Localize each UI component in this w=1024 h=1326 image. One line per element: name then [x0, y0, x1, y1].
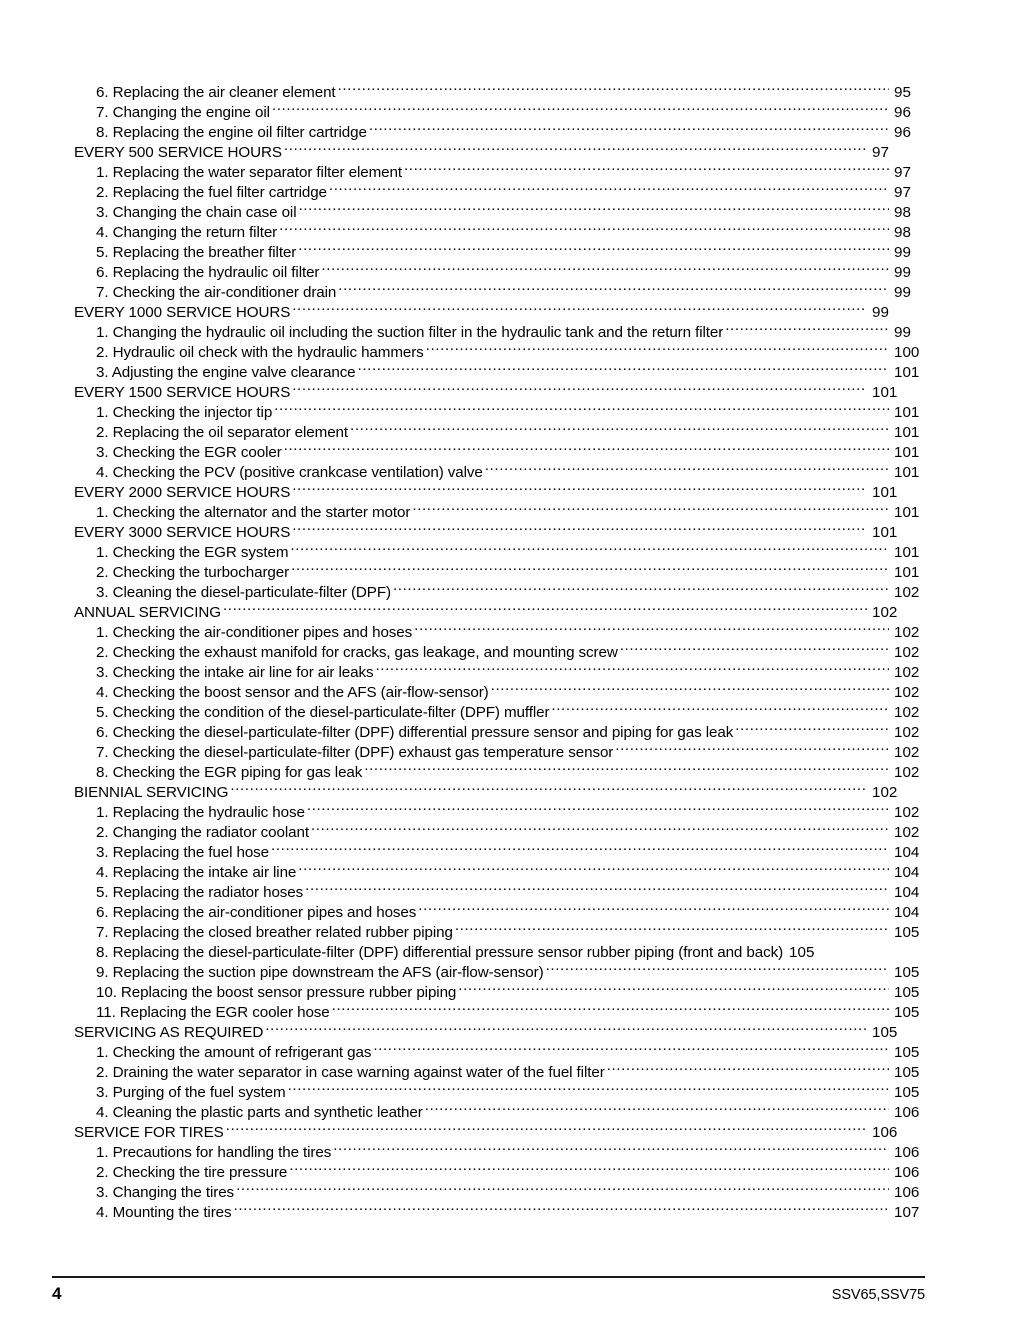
- toc-entry-label: 6. Checking the diesel-particulate-filter (DPF) differential pressure sensor and piping for gas leak: [96, 724, 734, 742]
- toc-entry-page-number: 102: [872, 604, 898, 622]
- toc-entry-label: 3. Changing the chain case oil: [96, 204, 297, 222]
- toc-entry[interactable]: [74, 842, 936, 862]
- toc-entry[interactable]: [74, 1142, 936, 1162]
- toc-entry-page-number: 102: [894, 624, 920, 642]
- toc-entry-page-number: 105: [872, 1024, 898, 1042]
- toc-entry[interactable]: [74, 562, 936, 582]
- toc-entry[interactable]: [74, 402, 936, 422]
- toc-entry-page-number: 102: [894, 744, 920, 762]
- toc-dot-leader: [329, 182, 889, 197]
- toc-entry-page-number: 101: [894, 364, 920, 382]
- toc-dot-leader: [491, 682, 889, 697]
- toc-entry-page-number: 102: [894, 724, 920, 742]
- toc-dot-leader: [265, 1022, 867, 1037]
- toc-entry[interactable]: [74, 502, 936, 522]
- toc-entry-label: 1. Checking the injector tip: [96, 404, 273, 422]
- toc-entry[interactable]: [74, 322, 936, 342]
- toc-entry-label: 1. Checking the alternator and the starter motor: [96, 504, 411, 522]
- toc-entry-label: 1. Changing the hydraulic oil including the suction filter in the hydraulic tank and the return filter: [96, 324, 724, 342]
- toc-entry[interactable]: [74, 742, 936, 762]
- toc-dot-leader: [404, 162, 889, 177]
- toc-entry[interactable]: [74, 242, 936, 262]
- toc-entry-label: 2. Checking the tire pressure: [96, 1164, 288, 1182]
- toc-entry[interactable]: [74, 642, 936, 662]
- toc-entry[interactable]: [74, 1182, 936, 1202]
- toc-dot-leader: [485, 462, 889, 477]
- toc-entry-label: 3. Checking the EGR cooler: [96, 444, 282, 462]
- toc-entry-page-number: 98: [894, 204, 911, 222]
- toc-dot-leader: [298, 202, 889, 217]
- toc-dot-leader: [292, 482, 867, 497]
- toc-entry-label: 3. Adjusting the engine valve clearance: [96, 364, 356, 382]
- toc-entry-page-number: 105: [894, 1044, 920, 1062]
- toc-entry[interactable]: [74, 1062, 936, 1082]
- toc-entry-label: 5. Replacing the breather filter: [96, 244, 297, 262]
- toc-entry-page-number: 106: [872, 1124, 898, 1142]
- toc-dot-leader: [288, 1082, 889, 1097]
- toc-entry-page-number: 101: [894, 504, 920, 522]
- toc-entry-page-number: 97: [894, 184, 911, 202]
- toc-entry-page-number: 105: [894, 1084, 920, 1102]
- footer-model-designation: SSV65,SSV75: [831, 1287, 925, 1303]
- toc-section-heading[interactable]: [74, 1022, 914, 1042]
- toc-entry[interactable]: [74, 822, 936, 842]
- toc-entry-page-number: 107: [894, 1204, 920, 1222]
- toc-dot-leader: [230, 782, 867, 797]
- toc-entry-page-number: 101: [894, 424, 920, 442]
- toc-entry-label: 5. Checking the condition of the diesel-particulate-filter (DPF) muffler: [96, 704, 550, 722]
- toc-entry[interactable]: [74, 442, 936, 462]
- toc-entry-page-number: 105: [894, 1064, 920, 1082]
- toc-section-heading[interactable]: [74, 522, 914, 542]
- toc-entry-page-number: 99: [894, 284, 911, 302]
- toc-entry[interactable]: [74, 202, 936, 222]
- toc-entry[interactable]: [74, 762, 936, 782]
- toc-entry[interactable]: [74, 222, 936, 242]
- toc-entry-label: SERVICING AS REQUIRED: [74, 1024, 264, 1042]
- toc-entry-page-number: 101: [894, 464, 920, 482]
- toc-entry[interactable]: [74, 542, 936, 562]
- toc-dot-leader: [358, 362, 889, 377]
- toc-entry-page-number: 101: [872, 384, 898, 402]
- toc-entry-label: 4. Checking the boost sensor and the AFS (air-flow-sensor): [96, 684, 489, 702]
- toc-dot-leader: [271, 842, 889, 857]
- toc-entry-page-number: 106: [894, 1144, 920, 1162]
- toc-dot-leader: [321, 262, 889, 277]
- toc-entry-label: EVERY 1000 SERVICE HOURS: [74, 304, 291, 322]
- toc-entry-label: 7. Checking the air-conditioner drain: [96, 284, 337, 302]
- toc-entry-label: 6. Replacing the hydraulic oil filter: [96, 264, 320, 282]
- toc-entry-label: 4. Mounting the tires: [96, 1204, 232, 1222]
- toc-entry[interactable]: [74, 162, 936, 182]
- toc-dot-leader: [425, 1102, 889, 1117]
- toc-dot-leader: [290, 542, 889, 557]
- toc-entry[interactable]: [74, 682, 936, 702]
- toc-section-heading[interactable]: [74, 302, 914, 322]
- toc-entry-page-number: 101: [894, 444, 920, 462]
- toc-dot-leader: [236, 1182, 889, 1197]
- toc-entry-page-number: 106: [894, 1164, 920, 1182]
- toc-dot-leader: [364, 762, 889, 777]
- toc-dot-leader: [426, 342, 889, 357]
- toc-dot-leader: [289, 1162, 889, 1177]
- toc-entry-label: 2. Replacing the oil separator element: [96, 424, 349, 442]
- toc-entry-page-number: 99: [894, 324, 911, 342]
- toc-entry-label: 3. Purging of the fuel system: [96, 1084, 286, 1102]
- toc-entry-page-number: 97: [894, 164, 911, 182]
- toc-entry-page-number: 105: [894, 924, 920, 942]
- toc-dot-leader: [735, 722, 889, 737]
- toc-entry[interactable]: [74, 982, 936, 1002]
- toc-entry[interactable]: [74, 1082, 936, 1102]
- toc-entry[interactable]: [74, 922, 936, 942]
- toc-entry-label: 3. Changing the tires: [96, 1184, 235, 1202]
- toc-dot-leader: [338, 282, 889, 297]
- toc-entry[interactable]: [74, 902, 936, 922]
- toc-entry-page-number: 99: [894, 264, 911, 282]
- toc-dot-leader: [292, 382, 867, 397]
- toc-dot-leader: [292, 522, 867, 537]
- toc-entry-page-number: 99: [894, 244, 911, 262]
- footer-page-number: 4: [52, 1284, 62, 1303]
- toc-entry-label: 3. Cleaning the diesel-particulate-filter (DPF): [96, 584, 391, 602]
- toc-entry-page-number: 102: [894, 684, 920, 702]
- toc-entry-page-number: 102: [894, 664, 920, 682]
- toc-dot-leader: [412, 502, 889, 517]
- toc-dot-leader: [272, 102, 889, 117]
- toc-dot-leader: [350, 422, 889, 437]
- toc-entry-page-number: 102: [894, 824, 920, 842]
- toc-entry-label: 7. Checking the diesel-particulate-filter (DPF) exhaust gas temperature sensor: [96, 744, 614, 762]
- toc-entry-page-number: 101: [872, 524, 898, 542]
- page-footer: [52, 1276, 925, 1305]
- toc-entry-label: SERVICE FOR TIRES: [74, 1124, 224, 1142]
- toc-entry-label: ANNUAL SERVICING: [74, 604, 221, 622]
- toc-entry-page-number: 99: [872, 304, 889, 322]
- toc-entry-label: 3. Replacing the fuel hose: [96, 844, 270, 862]
- toc-entry[interactable]: [74, 462, 936, 482]
- table-of-contents-list: [74, 82, 920, 1222]
- toc-entry-page-number: 104: [894, 844, 920, 862]
- toc-dot-leader: [284, 442, 889, 457]
- toc-entry[interactable]: [74, 182, 936, 202]
- toc-entry-label: 4. Checking the PCV (positive crankcase ventilation) valve: [96, 464, 483, 482]
- toc-dot-leader: [298, 862, 889, 877]
- toc-section-heading[interactable]: [74, 602, 914, 622]
- toc-section-heading[interactable]: [74, 782, 914, 802]
- toc-dot-leader: [307, 802, 889, 817]
- toc-entry[interactable]: [74, 722, 936, 742]
- toc-dot-leader: [373, 1042, 889, 1057]
- toc-entry-page-number: 105: [894, 1004, 920, 1022]
- toc-entry-page-number: 96: [894, 104, 911, 122]
- toc-entry[interactable]: [74, 82, 936, 102]
- toc-entry-label: 8. Replacing the diesel-particulate-filter (DPF) differential pressure sensor rubber piping (front and back): [96, 944, 784, 962]
- toc-entry-label: 7. Changing the engine oil: [96, 104, 270, 122]
- toc-entry-label: 1. Checking the air-conditioner pipes and hoses: [96, 624, 413, 642]
- toc-entry-label: 1. Replacing the hydraulic hose: [96, 804, 305, 822]
- toc-entry[interactable]: [74, 422, 936, 442]
- toc-entry-page-number: 104: [894, 904, 920, 922]
- toc-entry-label: 2. Checking the turbocharger: [96, 564, 290, 582]
- toc-entry-label: 8. Checking the EGR piping for gas leak: [96, 764, 363, 782]
- toc-section-heading[interactable]: [74, 1122, 914, 1142]
- toc-entry-page-number: 98: [894, 224, 911, 242]
- toc-entry-page-number: 105: [894, 964, 920, 982]
- toc-entry[interactable]: [74, 262, 936, 282]
- toc-entry-label: 11. Replacing the EGR cooler hose: [96, 1004, 330, 1022]
- toc-dot-leader: [455, 922, 889, 937]
- toc-entry[interactable]: [74, 1042, 936, 1062]
- toc-dot-leader: [333, 1142, 889, 1157]
- toc-entry-page-number: 105: [789, 944, 815, 962]
- toc-dot-leader: [546, 962, 889, 977]
- toc-entry[interactable]: [74, 342, 936, 362]
- toc-entry-label: EVERY 2000 SERVICE HOURS: [74, 484, 291, 502]
- toc-entry-page-number: 102: [894, 764, 920, 782]
- toc-entry-page-number: 101: [872, 484, 898, 502]
- toc-entry-page-number: 104: [894, 884, 920, 902]
- toc-entry[interactable]: [74, 362, 936, 382]
- toc-entry-page-number: 97: [872, 144, 889, 162]
- toc-entry-label: 10. Replacing the boost sensor pressure rubber piping: [96, 984, 457, 1002]
- toc-entry[interactable]: [74, 702, 936, 722]
- toc-entry-label: 6. Replacing the air cleaner element: [96, 84, 336, 102]
- toc-entry[interactable]: [74, 962, 936, 982]
- toc-dot-leader: [226, 1122, 867, 1137]
- toc-dot-leader: [725, 322, 889, 337]
- toc-dot-leader: [607, 1062, 889, 1077]
- toc-entry[interactable]: [74, 662, 936, 682]
- toc-dot-leader: [369, 122, 889, 137]
- toc-section-heading[interactable]: [74, 142, 914, 162]
- toc-dot-leader: [375, 662, 889, 677]
- toc-entry-page-number: 101: [894, 564, 920, 582]
- toc-entry-label: 6. Replacing the air-conditioner pipes and hoses: [96, 904, 417, 922]
- toc-section-heading[interactable]: [74, 382, 914, 402]
- toc-dot-leader: [291, 562, 889, 577]
- toc-entry[interactable]: [74, 282, 936, 302]
- toc-dot-leader: [284, 142, 867, 157]
- toc-dot-leader: [274, 402, 889, 417]
- toc-entry[interactable]: [74, 1102, 936, 1122]
- toc-entry-page-number: 101: [894, 544, 920, 562]
- toc-dot-leader: [292, 302, 867, 317]
- toc-entry-page-number: 100: [894, 344, 920, 362]
- toc-dot-leader: [234, 1202, 889, 1217]
- toc-entry-page-number: 105: [894, 984, 920, 1002]
- toc-entry-page-number: 102: [894, 704, 920, 722]
- toc-entry[interactable]: [74, 862, 936, 882]
- toc-entry-page-number: 101: [894, 404, 920, 422]
- footer-divider: [52, 1276, 925, 1278]
- toc-dot-leader: [615, 742, 889, 757]
- toc-dot-leader: [223, 602, 867, 617]
- toc-entry-page-number: 102: [894, 644, 920, 662]
- toc-entry-label: EVERY 500 SERVICE HOURS: [74, 144, 282, 162]
- toc-entry-label: 2. Changing the radiator coolant: [96, 824, 309, 842]
- toc-entry[interactable]: [74, 1202, 936, 1222]
- toc-dot-leader: [785, 942, 787, 957]
- toc-entry-page-number: 104: [894, 864, 920, 882]
- toc-entry-label: 2. Replacing the fuel filter cartridge: [96, 184, 327, 202]
- toc-entry-label: BIENNIAL SERVICING: [74, 784, 229, 802]
- toc-entry[interactable]: [74, 582, 936, 602]
- toc-entry-label: 4. Cleaning the plastic parts and synthetic leather: [96, 1104, 423, 1122]
- toc-entry-label: 1. Precautions for handling the tires: [96, 1144, 332, 1162]
- toc-entry-label: 2. Checking the exhaust manifold for cracks, gas leakage, and mounting screw: [96, 644, 618, 662]
- footer-content: [52, 1284, 925, 1305]
- toc-dot-leader: [298, 242, 889, 257]
- toc-entry-label: EVERY 3000 SERVICE HOURS: [74, 524, 291, 542]
- toc-dot-leader: [458, 982, 889, 997]
- toc-dot-leader: [279, 222, 889, 237]
- toc-entry-page-number: 102: [894, 804, 920, 822]
- toc-entry[interactable]: [74, 1002, 936, 1022]
- toc-dot-leader: [332, 1002, 889, 1017]
- toc-entry-label: EVERY 1500 SERVICE HOURS: [74, 384, 291, 402]
- toc-entry-label: 2. Hydraulic oil check with the hydraulic hammers: [96, 344, 424, 362]
- toc-entry-label: 4. Changing the return filter: [96, 224, 278, 242]
- toc-entry-label: 3. Checking the intake air line for air leaks: [96, 664, 374, 682]
- toc-dot-leader: [418, 902, 889, 917]
- toc-entry-page-number: 102: [894, 584, 920, 602]
- toc-entry-label: 1. Replacing the water separator filter element: [96, 164, 402, 182]
- toc-entry[interactable]: [74, 1162, 936, 1182]
- toc-dot-leader: [414, 622, 889, 637]
- toc-entry-page-number: 96: [894, 124, 911, 142]
- toc-entry[interactable]: [74, 942, 936, 962]
- toc-entry-page-number: 106: [894, 1104, 920, 1122]
- toc-dot-leader: [393, 582, 889, 597]
- toc-entry[interactable]: [74, 622, 936, 642]
- toc-entry[interactable]: [74, 102, 936, 122]
- toc-entry[interactable]: [74, 122, 936, 142]
- toc-entry-label: 5. Replacing the radiator hoses: [96, 884, 304, 902]
- toc-entry-label: 8. Replacing the engine oil filter cartridge: [96, 124, 367, 142]
- toc-entry-label: 1. Checking the EGR system: [96, 544, 289, 562]
- toc-entry-page-number: 102: [872, 784, 898, 802]
- toc-dot-leader: [620, 642, 889, 657]
- toc-dot-leader: [551, 702, 889, 717]
- toc-dot-leader: [338, 82, 889, 97]
- toc-entry-label: 7. Replacing the closed breather related rubber piping: [96, 924, 453, 942]
- toc-entry-page-number: 95: [894, 84, 911, 102]
- toc-section-heading[interactable]: [74, 482, 914, 502]
- toc-entry[interactable]: [74, 802, 936, 822]
- toc-entry-page-number: 106: [894, 1184, 920, 1202]
- toc-entry-label: 2. Draining the water separator in case warning against water of the fuel filter: [96, 1064, 605, 1082]
- toc-dot-leader: [305, 882, 889, 897]
- toc-entry-label: 9. Replacing the suction pipe downstream the AFS (air-flow-sensor): [96, 964, 544, 982]
- toc-entry[interactable]: [74, 882, 936, 902]
- toc-entry-label: 1. Checking the amount of refrigerant gas: [96, 1044, 372, 1062]
- toc-dot-leader: [311, 822, 889, 837]
- toc-entry-label: 4. Replacing the intake air line: [96, 864, 297, 882]
